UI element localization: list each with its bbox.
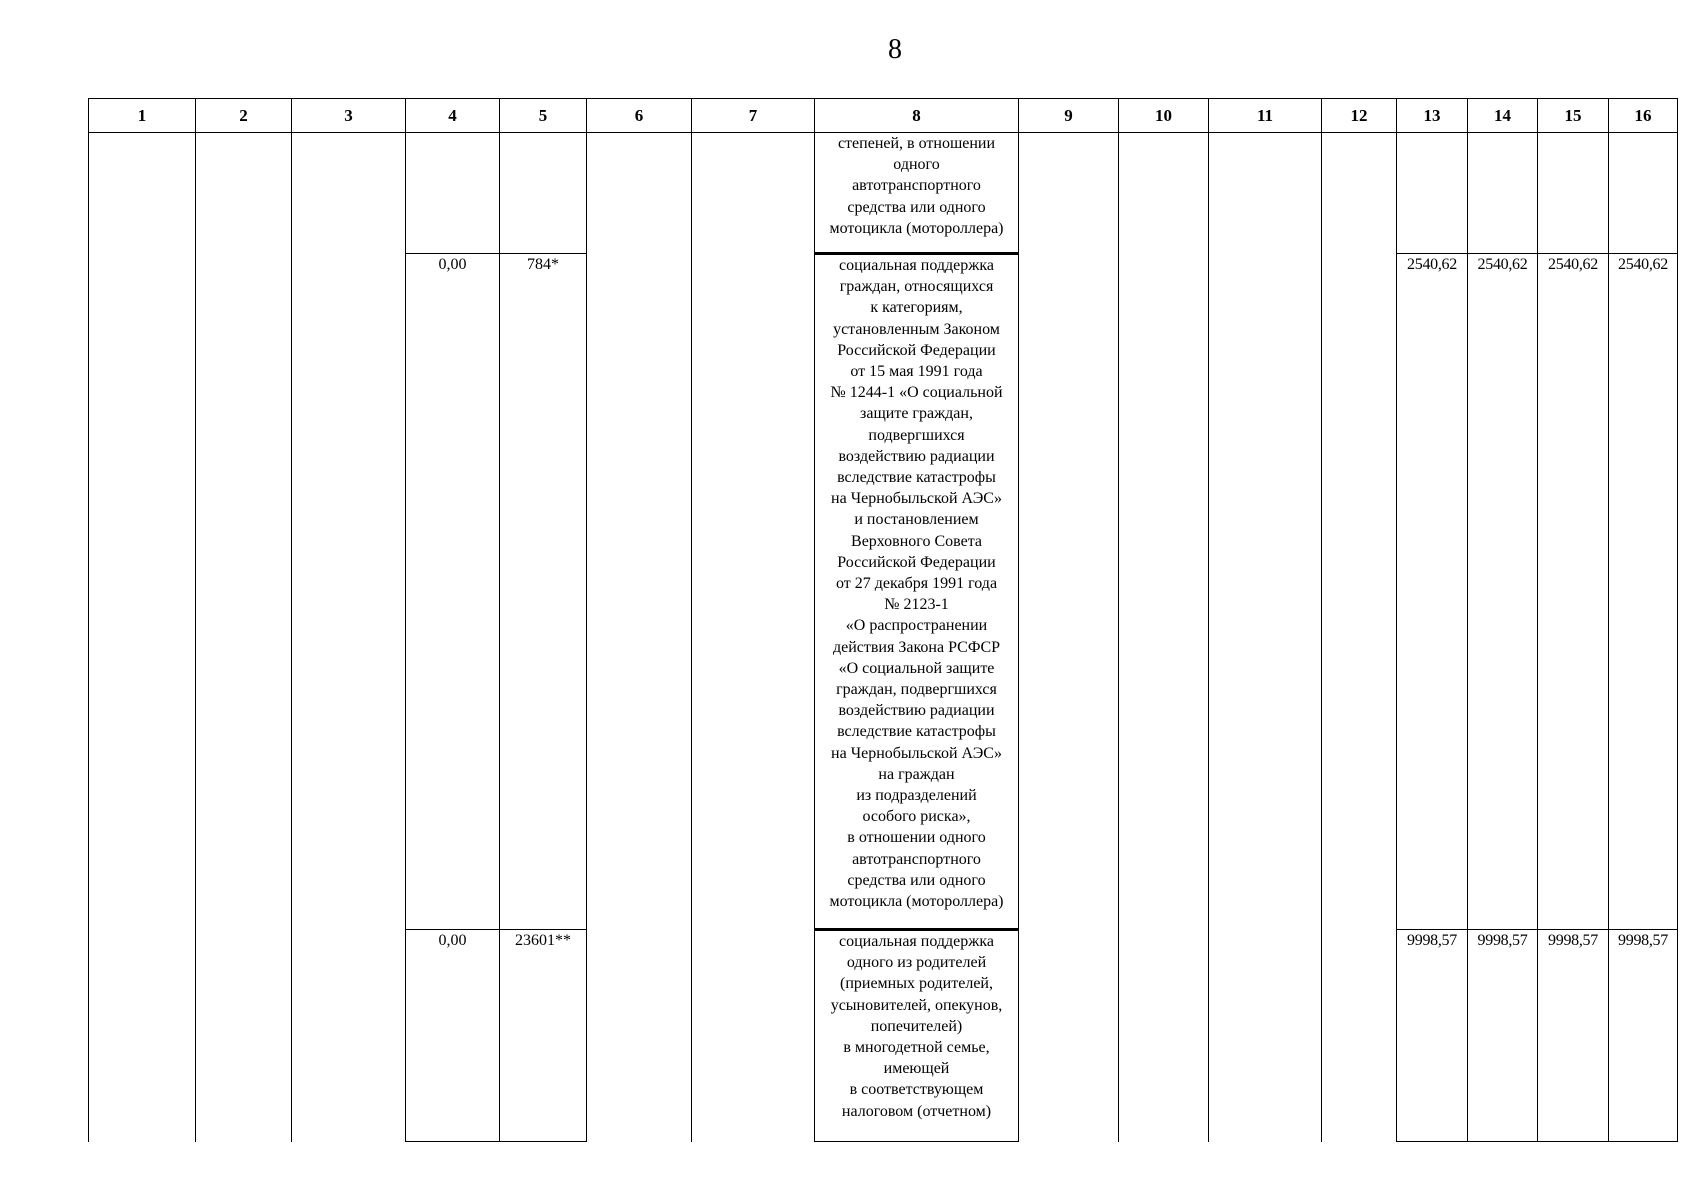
description-line: действия Закона РСФСР xyxy=(832,638,1001,656)
description-line: «О социальной защите xyxy=(838,659,995,677)
description-line: вследствие катастрофы xyxy=(837,723,996,741)
description-line: «О распространении xyxy=(845,617,988,635)
cell-col15: 9998,57 xyxy=(1538,930,1609,1142)
column-header: 11 xyxy=(1209,99,1322,133)
description-line: от 27 декабря 1991 года xyxy=(835,575,998,593)
page-number: 8 xyxy=(888,34,902,65)
description-line: автотранспортного xyxy=(852,177,981,195)
description-line: из подразделений xyxy=(856,787,977,805)
cell-col9 xyxy=(1019,133,1119,1142)
cell-col13: 2540,62 xyxy=(1397,254,1468,930)
cell-col16: 9998,57 xyxy=(1609,930,1678,1142)
cell-col3 xyxy=(292,133,406,1142)
column-header: 3 xyxy=(292,99,406,133)
description-line: в многодетной семье, xyxy=(843,1039,990,1057)
cell-col13: 9998,57 xyxy=(1397,930,1468,1142)
description-line: имеющей xyxy=(883,1060,950,1078)
description-line: одного из родителей xyxy=(846,954,987,972)
cell-description xyxy=(815,133,1019,254)
cell-col4 xyxy=(406,133,500,254)
description-line: вследствие катастрофы xyxy=(837,469,996,487)
description-line: мотоцикла (мотороллера) xyxy=(829,219,1004,237)
description-line: социальная поддержка xyxy=(839,933,994,950)
table-row xyxy=(89,133,1678,254)
cell-col6 xyxy=(587,133,692,1142)
cell-col5: 784* xyxy=(500,254,587,930)
header-row xyxy=(89,99,1678,133)
description-line: автотранспортного xyxy=(852,850,981,868)
description-line: граждан, подвергшихся xyxy=(836,681,997,699)
cell-description xyxy=(815,930,1019,1142)
description-line: установленным Законом xyxy=(833,320,1000,338)
cell-col12 xyxy=(1322,133,1397,1142)
column-header: 7 xyxy=(692,99,815,133)
cell-col2 xyxy=(196,133,292,1142)
cell-description xyxy=(815,254,1019,930)
data-table xyxy=(88,98,1678,1142)
column-header: 15 xyxy=(1538,99,1609,133)
cell-col10 xyxy=(1119,133,1209,1142)
cell-col14: 2540,62 xyxy=(1468,254,1538,930)
column-header: 12 xyxy=(1322,99,1397,133)
column-header: 1 xyxy=(89,99,196,133)
cell-col13 xyxy=(1397,133,1468,254)
cell-col1 xyxy=(89,133,196,1142)
column-header: 6 xyxy=(587,99,692,133)
description-line: на граждан xyxy=(878,765,955,783)
description-line: попечителей) xyxy=(870,1017,963,1035)
column-header: 14 xyxy=(1468,99,1538,133)
description-line: средства или одного xyxy=(847,871,986,889)
description-line: социальная поддержка xyxy=(839,257,994,274)
cell-col4: 0,00 xyxy=(406,930,500,1142)
cell-col15: 2540,62 xyxy=(1538,254,1609,930)
description-line: на Чернобыльской АЭС» xyxy=(831,744,1002,762)
description-line: особого риска», xyxy=(862,808,971,826)
cell-col5 xyxy=(500,133,587,254)
description-line: граждан, относящихся xyxy=(839,278,994,296)
description-line: воздействию радиации xyxy=(838,702,995,720)
column-header: 4 xyxy=(406,99,500,133)
description-line: от 15 мая 1991 года xyxy=(850,363,983,381)
cell-col15 xyxy=(1538,133,1609,254)
column-header: 9 xyxy=(1019,99,1119,133)
description-line: (приемных родителей, xyxy=(840,975,993,993)
cell-col14 xyxy=(1468,133,1538,254)
description-line: воздействию радиации xyxy=(838,447,995,465)
description-line: Верховного Совета xyxy=(851,532,982,550)
cell-col4: 0,00 xyxy=(406,254,500,930)
description-line: и постановлением xyxy=(854,511,979,529)
cell-col5: 23601** xyxy=(500,930,587,1142)
description-line: подвергшихся xyxy=(868,426,965,444)
description-line: № 1244-1 «О социальной xyxy=(830,384,1003,402)
description-line: налоговом (отчетном) xyxy=(841,1102,992,1120)
column-header: 13 xyxy=(1397,99,1468,133)
description-line: средства или одного xyxy=(847,198,986,216)
description-line: в соответствующем xyxy=(849,1081,984,1099)
column-header: 2 xyxy=(196,99,292,133)
description-line: защите граждан, xyxy=(860,405,973,423)
description-line: в отношении одного xyxy=(847,829,986,847)
description-line: одного xyxy=(893,156,940,174)
cell-col11 xyxy=(1209,133,1322,1142)
cell-col16: 2540,62 xyxy=(1609,254,1678,930)
column-header: 10 xyxy=(1119,99,1209,133)
description-line: № 2123-1 xyxy=(884,596,949,614)
cell-col7 xyxy=(692,133,815,1142)
column-header: 8 xyxy=(815,99,1019,133)
description-line: Российской Федерации xyxy=(837,553,996,571)
column-header: 16 xyxy=(1609,99,1678,133)
cell-col16 xyxy=(1609,133,1678,254)
description-line: на Чернобыльской АЭС» xyxy=(831,490,1002,508)
cell-col14: 9998,57 xyxy=(1468,930,1538,1142)
column-header: 5 xyxy=(500,99,587,133)
description-line: к категориям, xyxy=(870,299,963,317)
description-line: усыновителей, опекунов, xyxy=(830,996,1003,1014)
description-line: степеней, в отношении xyxy=(837,135,996,152)
description-line: мотоцикла (мотороллера) xyxy=(829,893,1004,911)
description-line: Российской Федерации xyxy=(837,341,996,359)
